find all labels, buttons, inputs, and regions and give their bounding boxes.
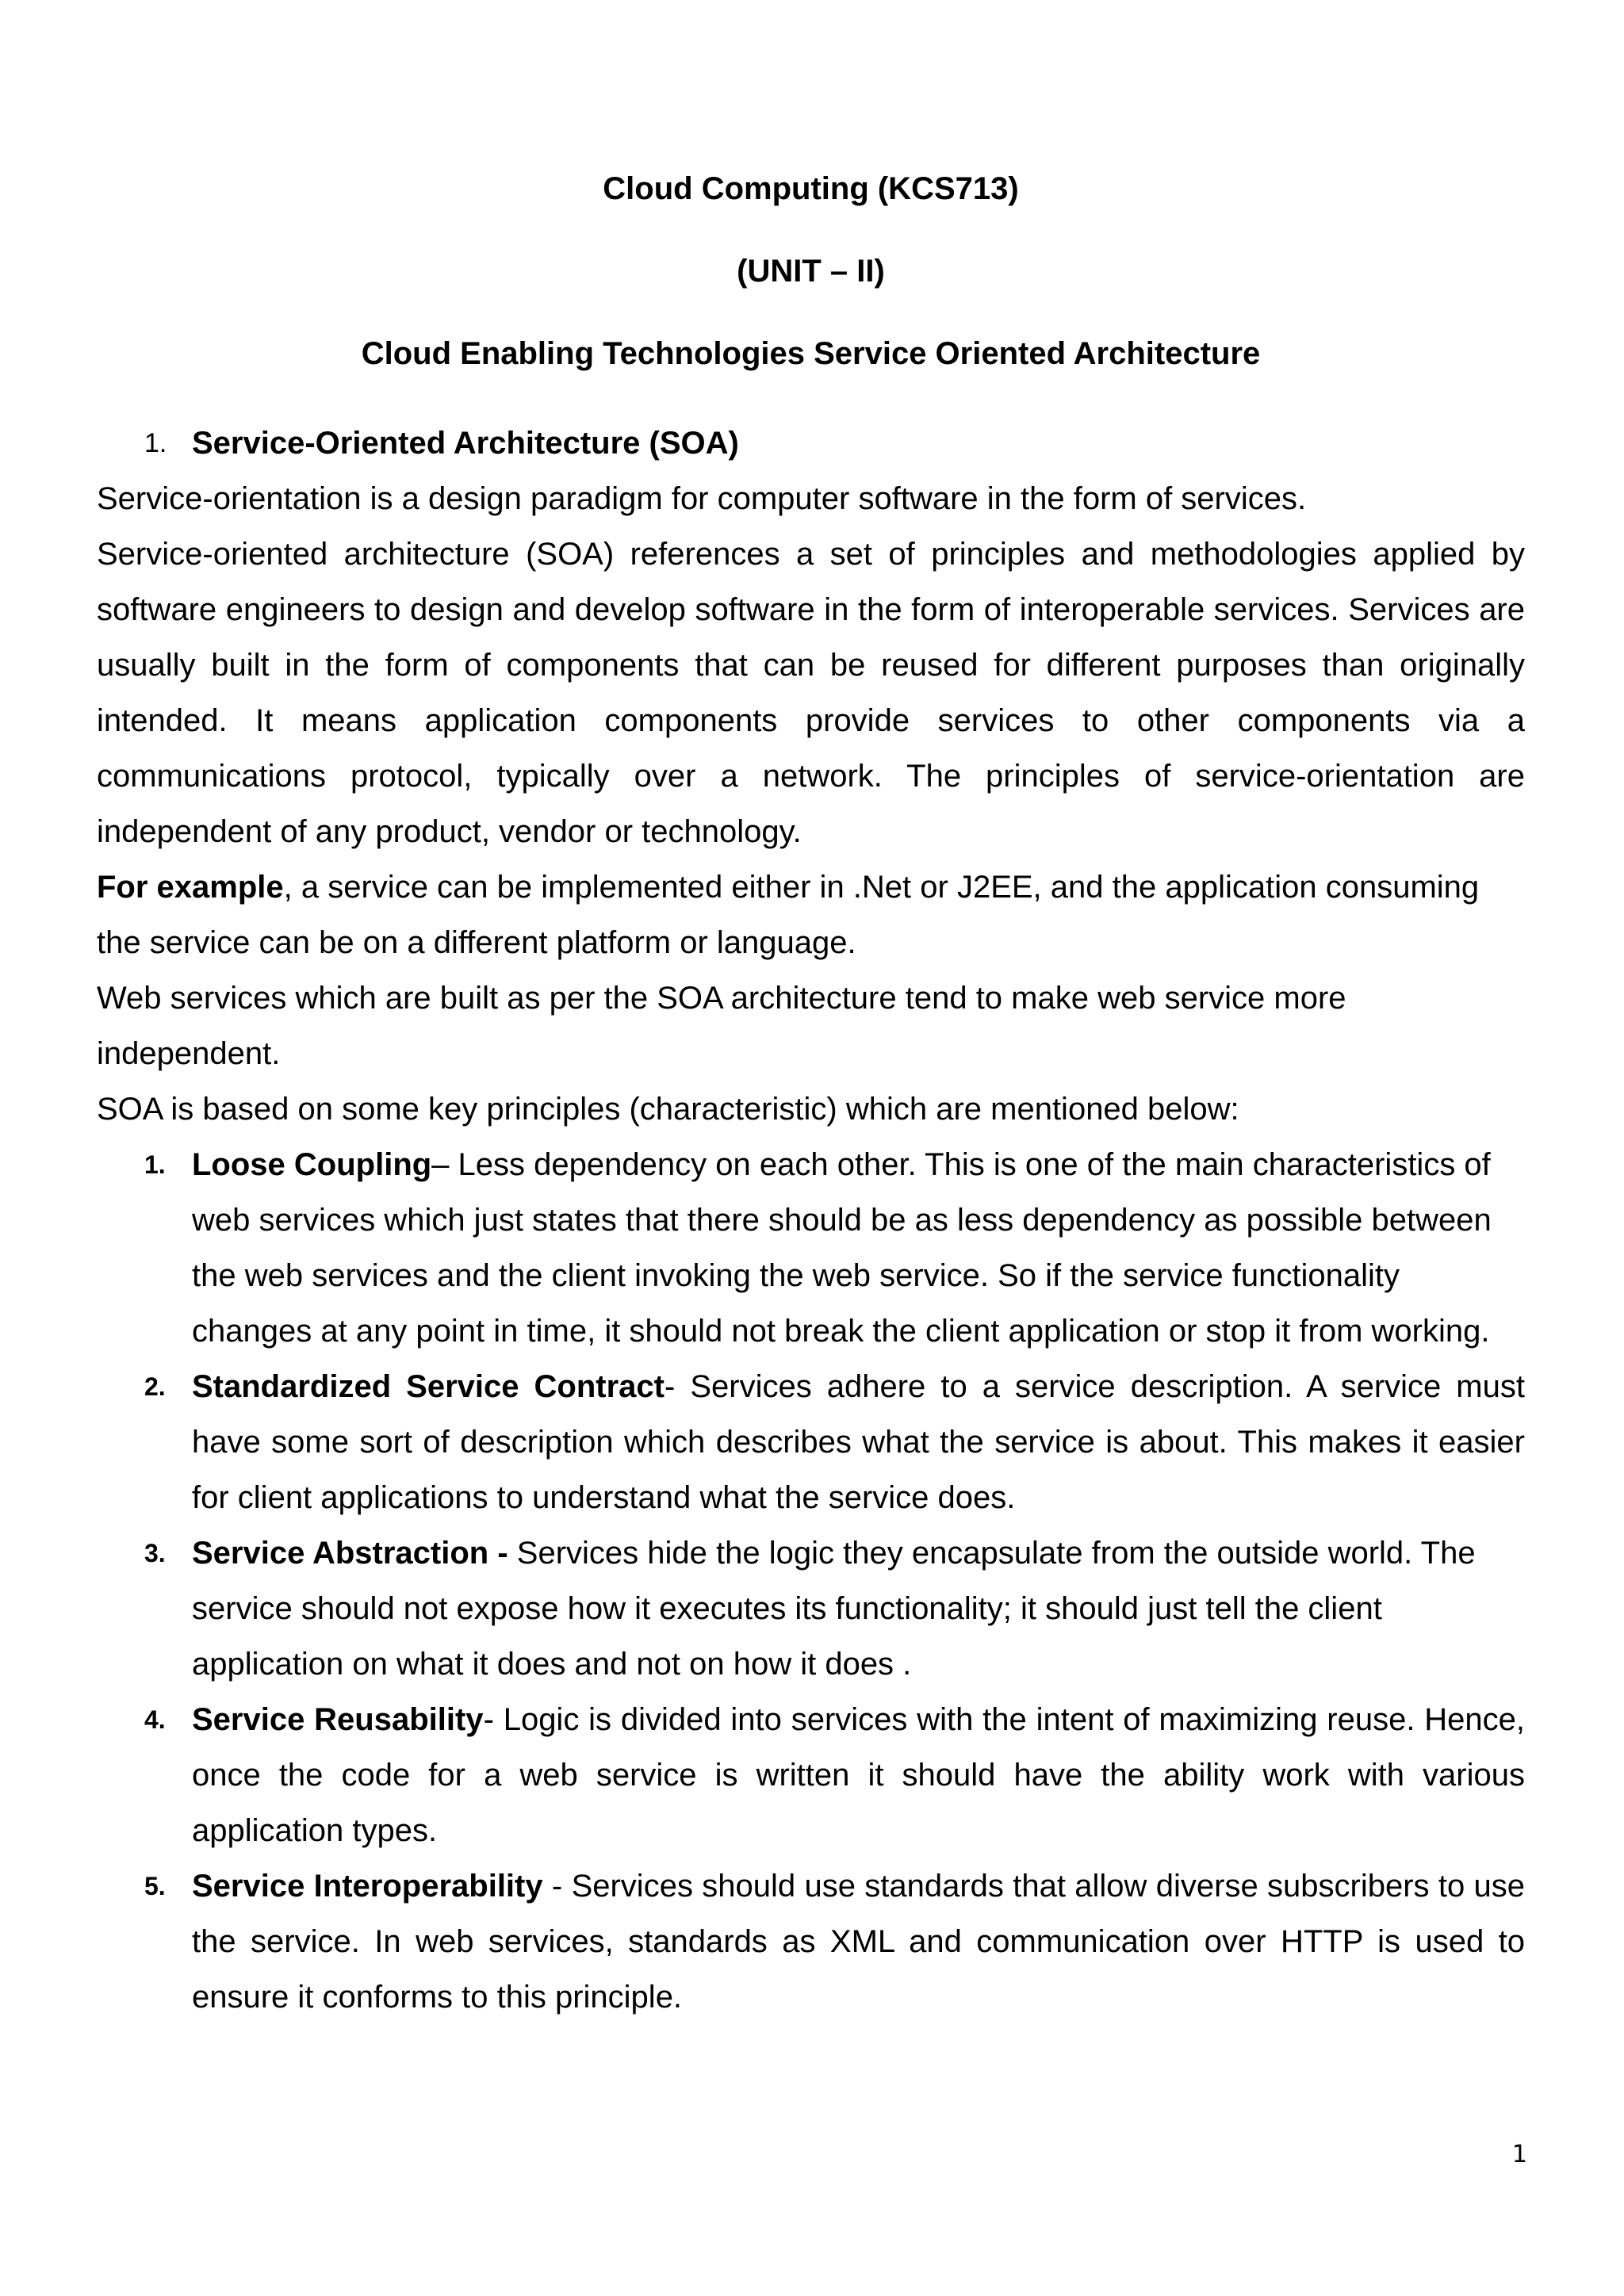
list-item-number: 1. [144,1150,166,1179]
principle-description: – Less dependency on each other. This is one of the main characteristics of web services which just states that there should be as less dependency as possible between the web services and the client invoking the web service. So if the service functionality changes at any point in time, it should not break the client application or stop it from working. [192,1147,1492,1349]
heading-block [97,168,1525,415]
list-item-number: 3. [144,1539,166,1567]
principle-term: Service Interoperability [192,1869,543,1904]
definition-paragraph: Service-oriented architecture (SOA) references a set of principles and methodologies applied by software engineers to design and develop software in the form of interoperable services. Services are usually built in the form of components that can be reused for different purposes than originally intended. It means application components provide services to other components via a communications protocol, typically over a network. The principles of service-orientation are independent of any product, vendor or technology. [97,537,1525,849]
intro-paragraph: Service-orientation is a design paradigm for computer software in the form of services. [97,481,1307,516]
list-item-text [192,1137,1525,1359]
principle-term: Service Reusability [192,1702,484,1737]
web-services-paragraph: Web services which are built as per the SOA architecture tend to make web service more independent. [97,981,1346,1071]
list-item [97,1525,1525,1692]
example-paragraph [97,859,1525,970]
principle-term: Service Abstraction - [192,1536,508,1571]
list-item-text [192,1525,1525,1692]
section-title: Service-Oriented Architecture (SOA) [192,426,739,461]
page-number: 1 [1511,2141,1527,2168]
principles-intro: SOA is based on some key principles (characteristic) which are mentioned below: [97,1092,1239,1127]
principle-description: - Services should use standards that allow diverse subscribers to use the service. In web services, standards as XML and communication over HTTP is used to ensure it conforms to this principle. [192,1869,1525,2015]
list-item-text [192,1692,1525,1858]
list-item-number: 5. [144,1872,166,1900]
principle-description: - Services adhere to a service description. A service must have some sort of description which describes what the service is about. This makes it easier for client applications to understand what the service does. [192,1369,1525,1515]
example-label: For example [97,870,284,905]
chapter-title: Cloud Enabling Technologies Service Oriented Architecture [361,336,1261,371]
course-title: Cloud Computing (KCS713) [603,171,1019,206]
list-item [97,1692,1525,1858]
principle-description: Services hide the logic they encapsulate from the outside world. The service should not expose how it executes its functionality; it should just tell the client application on what it does and not on how it does . [192,1536,1476,1682]
list-item [97,1858,1525,2025]
list-item [97,1359,1525,1525]
unit-title: (UNIT – II) [737,254,885,289]
principle-description: - Logic is divided into services with the intent of maximizing reuse. Hence, once the code for a web service is written it should have the ability work with various application types. [192,1702,1525,1848]
list-item-number: 4. [144,1705,166,1734]
example-text: , a service can be implemented either in .Net or J2EE, and the application consuming the service can be on a different platform or language. [97,870,1480,960]
principles-list [97,1137,1525,2025]
principle-term: Loose Coupling [192,1147,432,1182]
principle-term: Standardized Service Contract [192,1369,665,1404]
list-item-text [192,1858,1525,2025]
list-item-number: 2. [144,1372,166,1401]
section-heading [97,415,1525,471]
list-item-text [192,1359,1525,1525]
list-item [97,1137,1525,1359]
section-number: 1. [144,428,167,458]
